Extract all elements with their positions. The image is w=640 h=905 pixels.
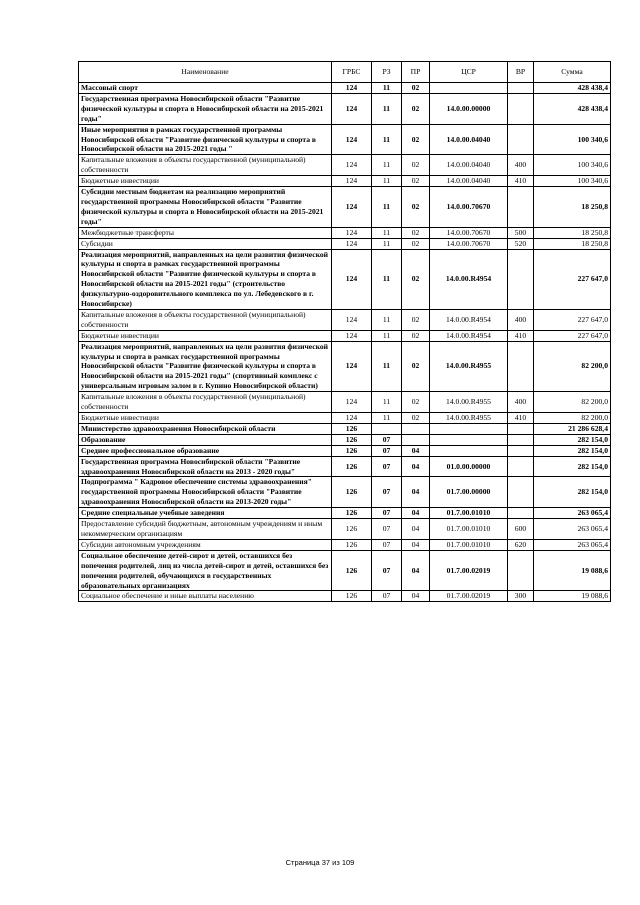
- cell-pr: 02: [402, 309, 430, 330]
- cell-grbs: 126: [332, 456, 372, 477]
- table-row: [79, 330, 611, 341]
- cell-vr: [508, 456, 534, 477]
- cell-name: Реализация мероприятий, направленных на цели развития физической культуры и спорта в рамках государственной программы Новосибирской области "Развитие физической культуры и спорта в Новосибирской области на 2015-2021 годы" (спортивный комплекс с универсальным игровым залом в г. Купино Новосибирской области): [79, 341, 332, 392]
- cell-vr: [508, 341, 534, 392]
- cell-rz: 07: [372, 591, 402, 602]
- cell-sum: 21 286 628,4: [534, 423, 611, 434]
- cell-pr: 04: [402, 539, 430, 550]
- cell-pr: 04: [402, 591, 430, 602]
- cell-csr: 14.0.00.70670: [430, 227, 508, 238]
- cell-sum: 227 647,0: [534, 249, 611, 309]
- cell-grbs: 124: [332, 249, 372, 309]
- cell-rz: 07: [372, 456, 402, 477]
- cell-name: Субсидии автономным учреждениям: [79, 539, 332, 550]
- cell-name: Социальное обеспечение детей-сирот и детей, оставшихся без попечения родителей, лиц из числа детей-сирот и детей, оставшихся без попечения родителей, обучающихся в государственных образовательных организациях: [79, 550, 332, 591]
- table-row: [79, 508, 611, 519]
- cell-rz: 11: [372, 309, 402, 330]
- cell-csr: 01.0.00.00000: [430, 456, 508, 477]
- table-row: [79, 519, 611, 540]
- cell-pr: 02: [402, 392, 430, 413]
- cell-sum: 82 200,0: [534, 413, 611, 424]
- cell-vr: 410: [508, 413, 534, 424]
- cell-csr: 01.7.00.01010: [430, 508, 508, 519]
- cell-grbs: 124: [332, 155, 372, 176]
- cell-name: Капитальные вложения в объекты государственной (муниципальной) собственности: [79, 309, 332, 330]
- cell-csr: 01.7.00.02019: [430, 550, 508, 591]
- cell-csr: 01.7.00.01010: [430, 519, 508, 540]
- cell-csr: 14.0.00.R4955: [430, 341, 508, 392]
- page-footer: Страница 37 из 109: [285, 858, 355, 867]
- cell-sum: 428 438,4: [534, 83, 611, 94]
- cell-rz: 11: [372, 124, 402, 155]
- cell-name: Среднее профессиональное образование: [79, 445, 332, 456]
- cell-grbs: 124: [332, 93, 372, 124]
- cell-grbs: 126: [332, 539, 372, 550]
- cell-csr: [430, 445, 508, 456]
- cell-vr: [508, 249, 534, 309]
- cell-pr: 02: [402, 227, 430, 238]
- cell-sum: 100 340,6: [534, 176, 611, 187]
- cell-csr: 14.0.00.04040: [430, 155, 508, 176]
- table-row: [79, 238, 611, 249]
- cell-vr: 500: [508, 227, 534, 238]
- cell-grbs: 124: [332, 176, 372, 187]
- cell-vr: [508, 477, 534, 508]
- cell-vr: [508, 550, 534, 591]
- cell-sum: 282 154,0: [534, 434, 611, 445]
- table-row: [79, 341, 611, 392]
- cell-grbs: 126: [332, 591, 372, 602]
- cell-grbs: 124: [332, 227, 372, 238]
- cell-vr: 400: [508, 155, 534, 176]
- cell-grbs: 124: [332, 124, 372, 155]
- cell-sum: 263 065,4: [534, 508, 611, 519]
- cell-pr: 04: [402, 508, 430, 519]
- cell-grbs: 126: [332, 519, 372, 540]
- header-name: Наименование: [79, 62, 332, 83]
- cell-rz: 11: [372, 330, 402, 341]
- cell-name: Подпрограмма " Кадровое обеспечение системы здравоохранения" государственной программы Новосибирской области "Развитие здравоохранения Новосибирской области на 2013-2020 годы": [79, 477, 332, 508]
- cell-rz: 07: [372, 519, 402, 540]
- header-csr: ЦСР: [430, 62, 508, 83]
- cell-grbs: 124: [332, 309, 372, 330]
- cell-vr: 520: [508, 238, 534, 249]
- cell-pr: 04: [402, 550, 430, 591]
- cell-pr: 04: [402, 456, 430, 477]
- table-row: [79, 477, 611, 508]
- table-row: [79, 445, 611, 456]
- cell-vr: [508, 124, 534, 155]
- cell-vr: [508, 445, 534, 456]
- cell-rz: 11: [372, 155, 402, 176]
- cell-sum: 82 200,0: [534, 341, 611, 392]
- cell-pr: 02: [402, 93, 430, 124]
- cell-rz: 11: [372, 392, 402, 413]
- cell-csr: 01.7.00.02019: [430, 591, 508, 602]
- cell-pr: 02: [402, 330, 430, 341]
- cell-name: Бюджетные инвестиции: [79, 413, 332, 424]
- cell-rz: 11: [372, 249, 402, 309]
- cell-sum: 282 154,0: [534, 456, 611, 477]
- table-row: [79, 392, 611, 413]
- cell-csr: 14.0.00.70670: [430, 238, 508, 249]
- cell-sum: 263 065,4: [534, 539, 611, 550]
- cell-grbs: 126: [332, 423, 372, 434]
- cell-csr: [430, 423, 508, 434]
- cell-vr: 600: [508, 519, 534, 540]
- cell-grbs: 126: [332, 508, 372, 519]
- table-row: [79, 155, 611, 176]
- cell-name: Субсидии: [79, 238, 332, 249]
- cell-csr: 14.0.00.04040: [430, 176, 508, 187]
- cell-rz: 11: [372, 93, 402, 124]
- cell-name: Капитальные вложения в объекты государственной (муниципальной) собственности: [79, 392, 332, 413]
- cell-grbs: 124: [332, 341, 372, 392]
- cell-grbs: 124: [332, 330, 372, 341]
- cell-name: Межбюджетные трансферты: [79, 227, 332, 238]
- cell-csr: 01.7.00.01010: [430, 539, 508, 550]
- cell-sum: 19 088,6: [534, 550, 611, 591]
- cell-name: Образование: [79, 434, 332, 445]
- cell-sum: 227 647,0: [534, 330, 611, 341]
- table-row: [79, 309, 611, 330]
- cell-vr: [508, 187, 534, 228]
- table-row: [79, 413, 611, 424]
- cell-csr: 14.0.00.70670: [430, 187, 508, 228]
- table-row: [79, 456, 611, 477]
- header-pr: ПР: [402, 62, 430, 83]
- cell-grbs: 126: [332, 445, 372, 456]
- cell-csr: 14.0.00.R4954: [430, 249, 508, 309]
- cell-name: Иные мероприятия в рамках государственной программы Новосибирской области "Развитие физической культуры и спорта в Новосибирской области на 2015-2021 годы ": [79, 124, 332, 155]
- cell-csr: 14.0.00.R4955: [430, 392, 508, 413]
- cell-sum: 282 154,0: [534, 445, 611, 456]
- header-grbs: ГРБС: [332, 62, 372, 83]
- cell-csr: 14.0.00.R4954: [430, 330, 508, 341]
- table-row: [79, 83, 611, 94]
- cell-vr: 400: [508, 309, 534, 330]
- cell-grbs: 124: [332, 187, 372, 228]
- cell-name: Министерство здравоохранения Новосибирской области: [79, 423, 332, 434]
- header-vr: ВР: [508, 62, 534, 83]
- cell-pr: 02: [402, 176, 430, 187]
- cell-pr: 02: [402, 83, 430, 94]
- cell-csr: 01.7.00.00000: [430, 477, 508, 508]
- cell-grbs: 124: [332, 413, 372, 424]
- table-row: [79, 124, 611, 155]
- cell-pr: [402, 423, 430, 434]
- cell-rz: 11: [372, 238, 402, 249]
- cell-rz: 07: [372, 508, 402, 519]
- cell-vr: [508, 93, 534, 124]
- cell-pr: 02: [402, 238, 430, 249]
- cell-rz: 07: [372, 445, 402, 456]
- cell-vr: [508, 83, 534, 94]
- cell-pr: 02: [402, 341, 430, 392]
- cell-vr: 400: [508, 392, 534, 413]
- cell-rz: 07: [372, 434, 402, 445]
- cell-name: Массовый спорт: [79, 83, 332, 94]
- cell-vr: 410: [508, 176, 534, 187]
- cell-sum: 282 154,0: [534, 477, 611, 508]
- cell-sum: 428 438,4: [534, 93, 611, 124]
- table-row: [79, 591, 611, 602]
- cell-sum: 18 250,8: [534, 187, 611, 228]
- cell-name: Реализация мероприятий, направленных на цели развития физической культуры и спорта в рамках государственной программы Новосибирской области "Развитие физической культуры и спорта в Новосибирской области на 2015-2021 годы" (строительство физкультурно-оздоровительного комплекса по ул. Лебедевского в г. Новосибирске): [79, 249, 332, 309]
- cell-rz: 11: [372, 83, 402, 94]
- cell-rz: 11: [372, 176, 402, 187]
- cell-vr: 300: [508, 591, 534, 602]
- cell-rz: 11: [372, 187, 402, 228]
- header-row: [79, 62, 611, 83]
- cell-vr: [508, 434, 534, 445]
- cell-pr: 02: [402, 413, 430, 424]
- cell-grbs: 124: [332, 392, 372, 413]
- cell-grbs: 124: [332, 83, 372, 94]
- table-row: [79, 550, 611, 591]
- cell-rz: [372, 423, 402, 434]
- cell-name: Предоставление субсидий бюджетным, автономным учреждениям и иным некоммерческим организациям: [79, 519, 332, 540]
- table-row: [79, 176, 611, 187]
- table-row: [79, 249, 611, 309]
- cell-pr: 04: [402, 445, 430, 456]
- cell-pr: 02: [402, 124, 430, 155]
- cell-vr: [508, 508, 534, 519]
- cell-sum: 263 065,4: [534, 519, 611, 540]
- table-row: [79, 227, 611, 238]
- cell-sum: 100 340,6: [534, 124, 611, 155]
- budget-table: [78, 61, 611, 602]
- header-rz: РЗ: [372, 62, 402, 83]
- table-row: [79, 434, 611, 445]
- cell-name: Бюджетные инвестиции: [79, 176, 332, 187]
- table-row: [79, 539, 611, 550]
- cell-sum: 18 250,8: [534, 238, 611, 249]
- cell-rz: 11: [372, 341, 402, 392]
- cell-csr: 14.0.00.R4954: [430, 309, 508, 330]
- cell-csr: 14.0.00.04040: [430, 124, 508, 155]
- cell-pr: 04: [402, 477, 430, 508]
- cell-rz: 07: [372, 539, 402, 550]
- cell-rz: 07: [372, 550, 402, 591]
- cell-pr: 02: [402, 155, 430, 176]
- cell-grbs: 124: [332, 238, 372, 249]
- cell-csr: 14.0.00.R4955: [430, 413, 508, 424]
- cell-sum: 100 340,6: [534, 155, 611, 176]
- table-row: [79, 93, 611, 124]
- cell-csr: 14.0.00.00000: [430, 93, 508, 124]
- cell-vr: 410: [508, 330, 534, 341]
- cell-vr: 620: [508, 539, 534, 550]
- table-row: [79, 187, 611, 228]
- table-row: [79, 423, 611, 434]
- cell-pr: 02: [402, 249, 430, 309]
- cell-csr: [430, 83, 508, 94]
- cell-grbs: 126: [332, 550, 372, 591]
- cell-csr: [430, 434, 508, 445]
- cell-sum: 18 250,8: [534, 227, 611, 238]
- cell-pr: 02: [402, 187, 430, 228]
- cell-pr: 04: [402, 519, 430, 540]
- cell-sum: 227 647,0: [534, 309, 611, 330]
- cell-name: Социальное обеспечение и иные выплаты населению: [79, 591, 332, 602]
- cell-sum: 82 200,0: [534, 392, 611, 413]
- cell-sum: 19 088,6: [534, 591, 611, 602]
- cell-grbs: 126: [332, 434, 372, 445]
- cell-name: Капитальные вложения в объекты государственной (муниципальной) собственности: [79, 155, 332, 176]
- cell-name: Государственная программа Новосибирской области "Развитие здравоохранения Новосибирской области на 2013 - 2020 годы": [79, 456, 332, 477]
- cell-vr: [508, 423, 534, 434]
- cell-rz: 11: [372, 413, 402, 424]
- cell-name: Средние специальные учебные заведения: [79, 508, 332, 519]
- cell-name: Государственная программа Новосибирской области "Развитие физической культуры и спорта в Новосибирской области на 2015-2021 годы": [79, 93, 332, 124]
- cell-rz: 11: [372, 227, 402, 238]
- header-sum: Сумма: [534, 62, 611, 83]
- cell-pr: [402, 434, 430, 445]
- cell-name: Субсидии местным бюджетам на реализацию мероприятий государственной программы Новосибирской области "Развитие физической культуры и спорта в Новосибирской области на 2015-2021 годы": [79, 187, 332, 228]
- cell-rz: 07: [372, 477, 402, 508]
- cell-name: Бюджетные инвестиции: [79, 330, 332, 341]
- cell-grbs: 126: [332, 477, 372, 508]
